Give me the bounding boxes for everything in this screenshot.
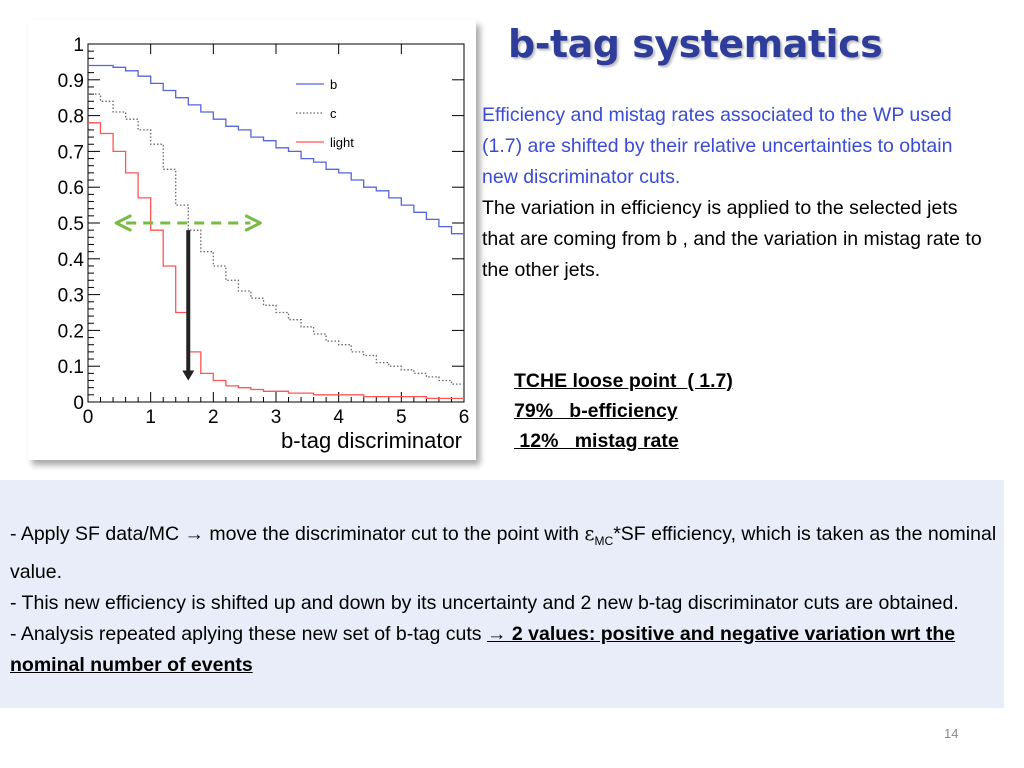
y-tick-label: 0.3	[57, 285, 84, 307]
x-tick-label: 6	[458, 407, 470, 428]
bullet-1-part-1: - Apply SF data/MC	[10, 523, 185, 545]
legend-c-label: c	[330, 106, 337, 121]
x-tick-label: 0	[82, 407, 94, 428]
bullet-3-conclusion: 2 values: positive and negative variation wrt the nominal number of events	[10, 622, 956, 676]
efficiency-chart	[28, 20, 476, 460]
x-tick-label: 2	[208, 407, 219, 428]
right-arrow-icon-2: →	[486, 622, 507, 645]
bullet-1-part-3: *SF efficiency, which is taken as the nominal value.	[10, 523, 997, 583]
x-tick-label: 4	[333, 407, 344, 428]
right-arrow-icon: →	[184, 523, 204, 545]
tche-line-1: TCHE loose point ( 1.7)	[514, 370, 733, 392]
bullet-1-part-2: move the discriminator cut to the point with	[203, 523, 585, 545]
y-tick-label: 0.6	[57, 178, 84, 200]
bullet-2: - This new efficiency is shifted up and down by its uncertainty and 2 new b-tag discriminator cuts are obtained.	[10, 591, 959, 614]
x-tick-label: 3	[270, 407, 282, 428]
y-tick-label: 0	[73, 393, 84, 414]
notes-text	[10, 518, 1000, 681]
y-tick-label: 0.8	[57, 106, 84, 128]
x-tick-label: 1	[145, 407, 156, 428]
legend-b-label: b	[330, 77, 338, 92]
x-tick-label: 5	[396, 407, 407, 428]
bullet-3-part-1: - Analysis repeated aplying these new set of b-tag cuts	[10, 622, 487, 645]
y-tick-label: 0.7	[57, 142, 84, 164]
tche-summary	[514, 366, 733, 456]
y-tick-label: 0.1	[57, 357, 84, 379]
y-tick-label: 0.4	[57, 249, 84, 271]
y-tick-label: 1	[73, 35, 84, 56]
epsilon-subscript: MC	[594, 533, 614, 548]
tche-line-3: 12% mistag rate	[514, 430, 679, 452]
epsilon-symbol: ε	[584, 522, 595, 545]
description-blue-text: Efficiency and mistag rates associated to the WP used (1.7) are shifted by their relative uncertainties to obtain new discriminator cuts.	[482, 104, 953, 188]
description-black-text: The variation in efficiency is applied to the selected jets that are coming from b , and the variation in mistag rate to the other jets.	[482, 197, 982, 281]
y-tick-label: 0.2	[57, 321, 84, 343]
chart-panel	[28, 20, 476, 460]
tche-line-2: 79% b-efficiency	[514, 400, 678, 422]
y-tick-label: 0.5	[57, 214, 84, 235]
y-tick-label: 0.9	[57, 70, 84, 92]
x-axis-label: b-tag discriminator	[281, 428, 462, 453]
page-title: b-tag systematics	[508, 22, 883, 66]
legend-light-label: light	[330, 135, 354, 150]
slide-number: 14	[944, 726, 959, 741]
description	[482, 100, 982, 286]
